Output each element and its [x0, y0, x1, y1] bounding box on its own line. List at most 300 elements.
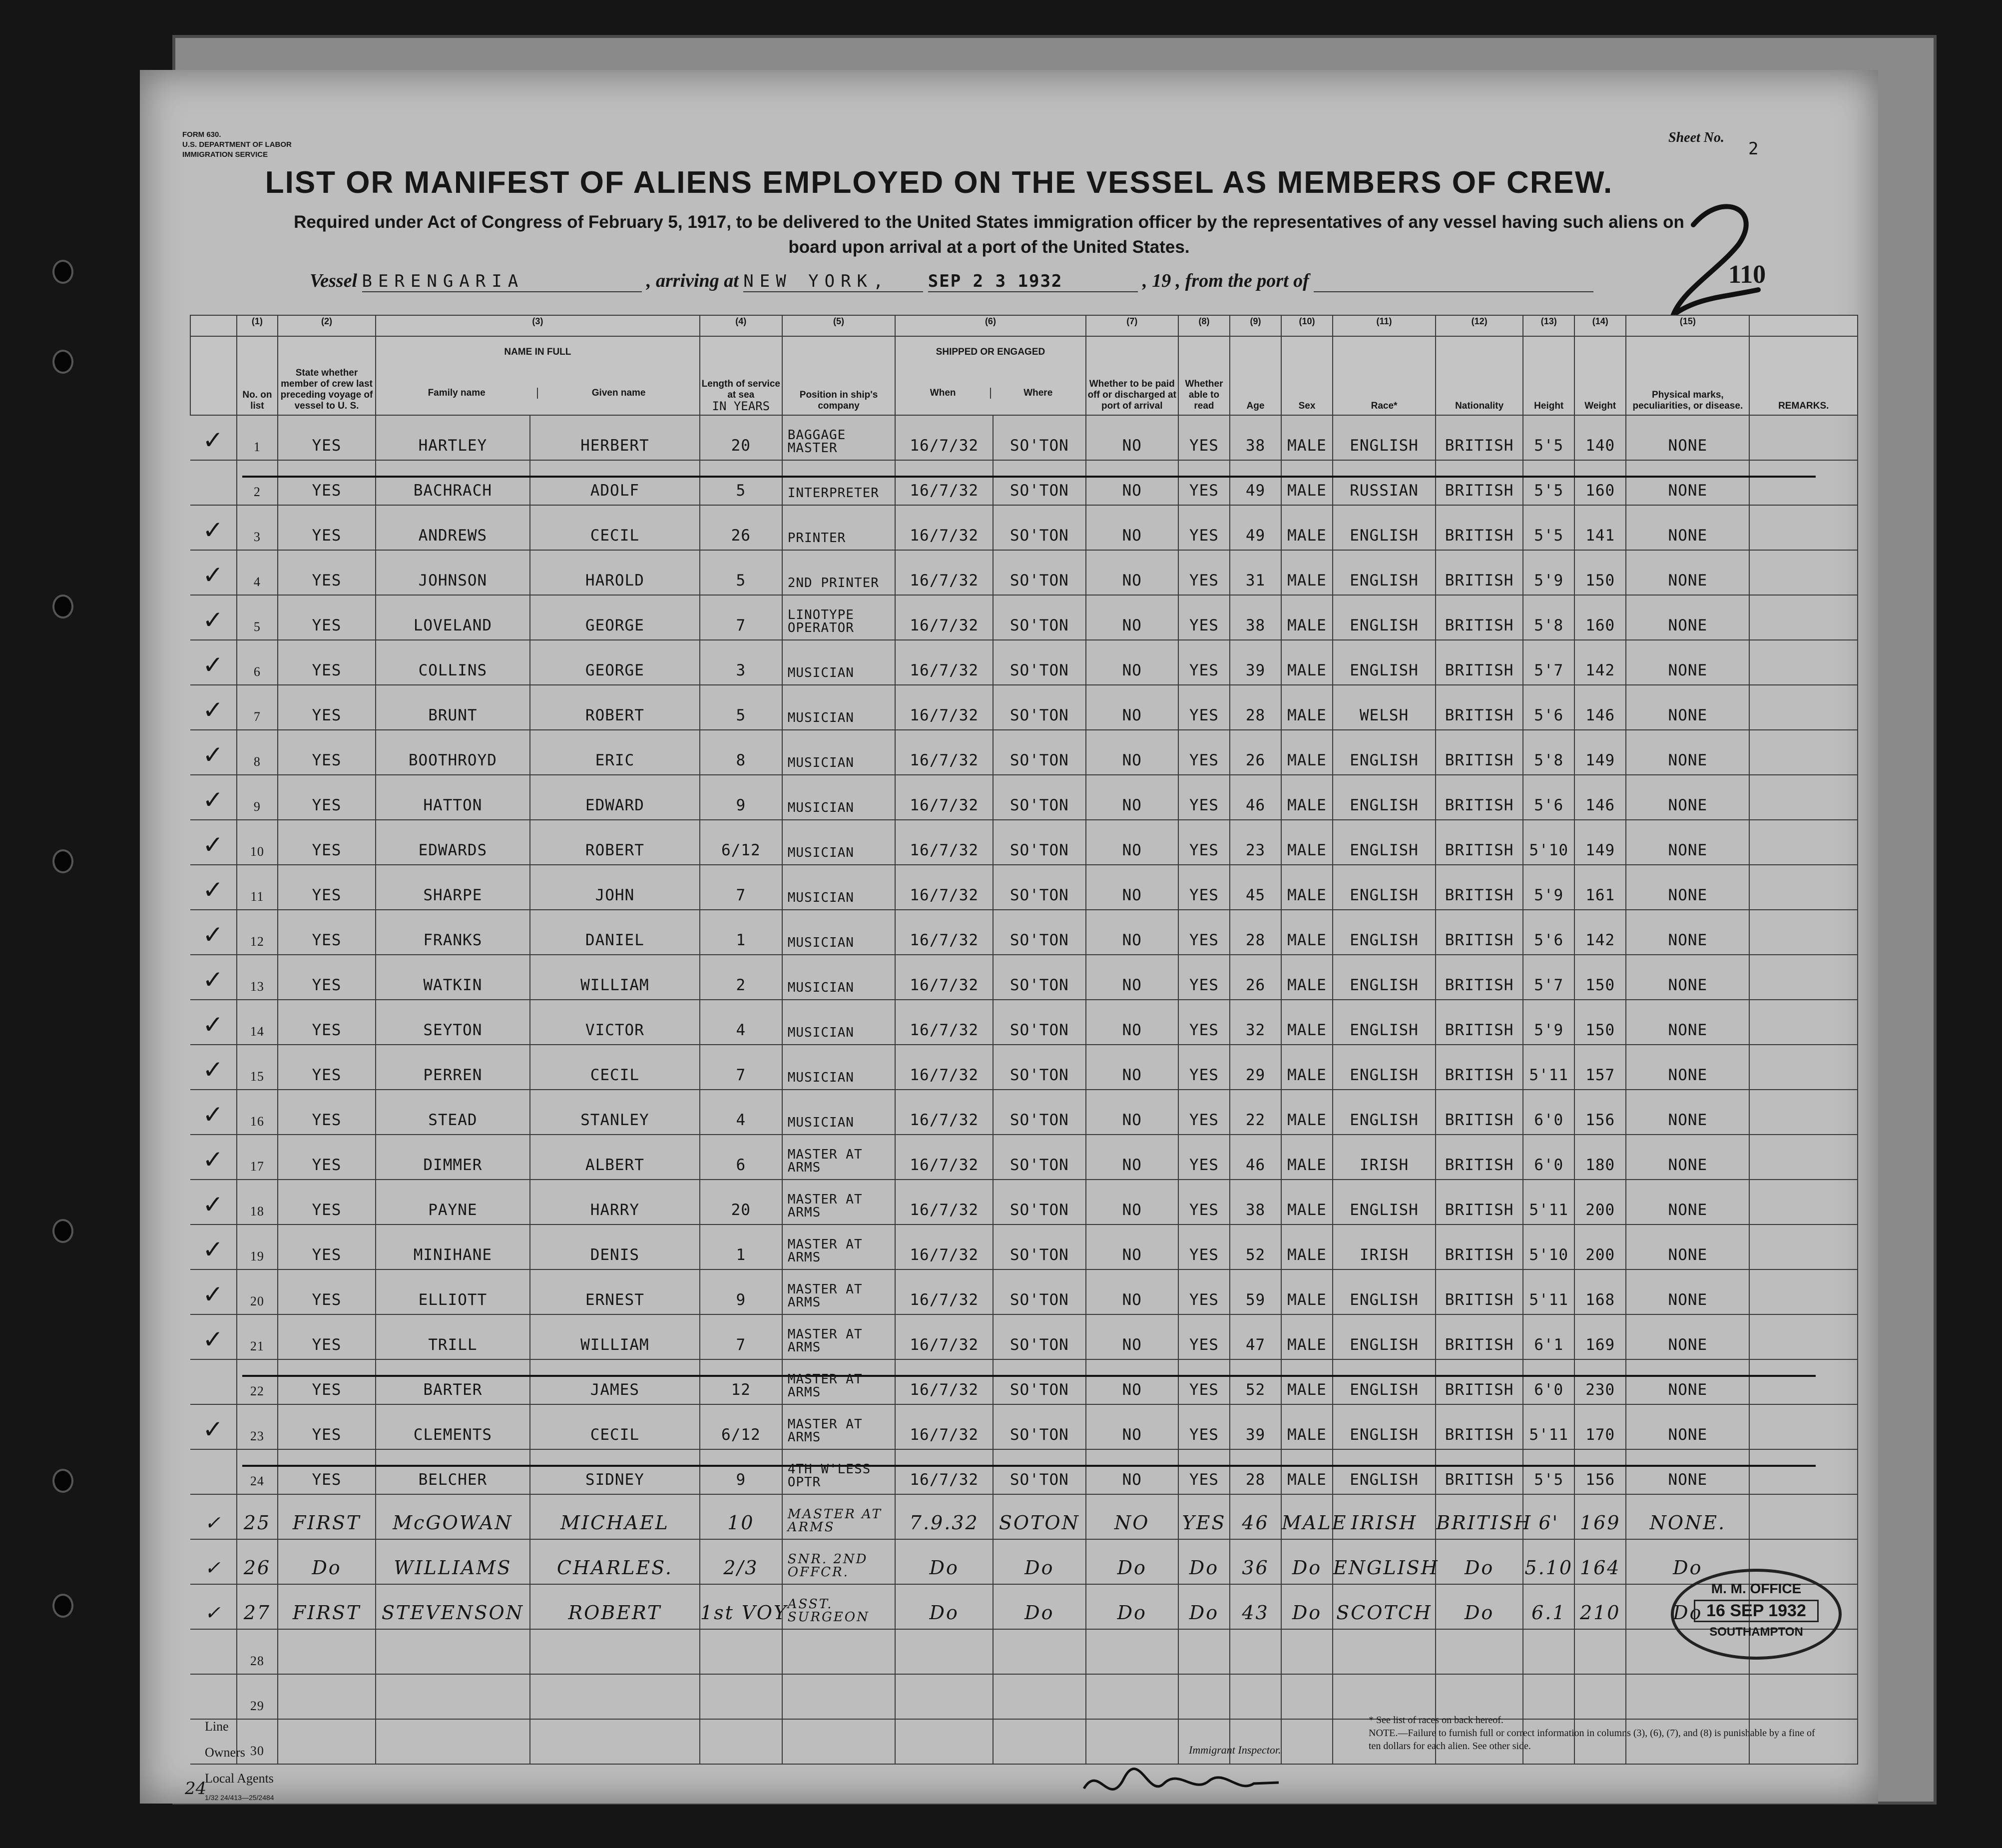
cell-when	[895, 1719, 993, 1764]
cell-nationality: BRITISH	[1436, 595, 1523, 640]
cell-remarks	[1749, 1359, 1858, 1404]
cell-race	[1333, 1629, 1436, 1674]
cell-read: YES	[1178, 1314, 1230, 1359]
cell-remarks	[1749, 1135, 1858, 1180]
row-check-mark: ✓	[190, 865, 237, 910]
table-row	[190, 1494, 1858, 1539]
cell-physical: NONE	[1626, 775, 1749, 820]
cell-member: YES	[278, 910, 376, 955]
cell-given: ERIC	[530, 730, 700, 775]
header-shipped: SHIPPED OR ENGAGED	[936, 347, 1045, 357]
cell-family: FRANKS	[376, 910, 530, 955]
cell-weight: 230	[1574, 1359, 1626, 1404]
row-number: 5	[237, 595, 278, 640]
cell-family	[376, 1719, 530, 1764]
cell-sex: MALE	[1281, 1000, 1333, 1045]
cell-physical: NONE	[1626, 1090, 1749, 1135]
row-number: 15	[237, 1045, 278, 1090]
cell-discharge: NO	[1086, 640, 1178, 685]
cell-weight: 160	[1574, 460, 1626, 505]
row-number: 8	[237, 730, 278, 775]
cell-sex: MALE	[1281, 820, 1333, 865]
cell-age: 38	[1230, 595, 1281, 640]
colnum-11: (11)	[1333, 315, 1436, 336]
row-number: 4	[237, 550, 278, 595]
cell-remarks	[1749, 910, 1858, 955]
cell-weight: 146	[1574, 775, 1626, 820]
cell-age: 52	[1230, 1225, 1281, 1269]
cell-weight: 168	[1574, 1269, 1626, 1314]
cell-age: 43	[1230, 1584, 1281, 1629]
row-number: 17	[237, 1135, 278, 1180]
cell-given: CHARLES.	[530, 1539, 700, 1584]
cell-position: MASTER AT ARMS	[782, 1180, 896, 1225]
cell-family: PERREN	[376, 1045, 530, 1090]
cell-race: ENGLISH	[1333, 415, 1436, 460]
cell-given: DANIEL	[530, 910, 700, 955]
cell-position: MASTER AT ARMS	[782, 1135, 896, 1180]
header-read: Whether able to read	[1178, 336, 1230, 415]
cell-where: SO'TON	[993, 1135, 1085, 1180]
cell-position: BAGGAGE MASTER	[782, 415, 896, 460]
cell-length: 6/12	[700, 820, 782, 865]
cell-read: YES	[1178, 1404, 1230, 1449]
cell-age: 46	[1230, 1135, 1281, 1180]
header-race: Race*	[1333, 336, 1436, 415]
from-port-field	[1314, 271, 1593, 292]
cell-position: 4TH W'LESS OPTR	[782, 1449, 896, 1494]
cell-weight: 142	[1574, 910, 1626, 955]
header-remarks: REMARKS.	[1749, 336, 1858, 415]
cell-discharge: NO	[1086, 685, 1178, 730]
cell-discharge: NO	[1086, 1449, 1178, 1494]
cell-family: PAYNE	[376, 1180, 530, 1225]
cell-height: 5'11	[1523, 1269, 1574, 1314]
cell-member: YES	[278, 820, 376, 865]
cell-length	[700, 1629, 782, 1674]
header-name-group	[376, 336, 700, 415]
cell-discharge: NO	[1086, 1494, 1178, 1539]
cell-race: ENGLISH	[1333, 550, 1436, 595]
cell-when: 16/7/32	[895, 550, 993, 595]
header-no: No. on list	[237, 336, 278, 415]
cell-read: YES	[1178, 1494, 1230, 1539]
cell-race: RUSSIAN	[1333, 460, 1436, 505]
cell-physical	[1626, 1674, 1749, 1719]
cell-age: 29	[1230, 1045, 1281, 1090]
cell-physical: NONE	[1626, 640, 1749, 685]
table-row	[190, 1045, 1858, 1090]
cell-weight	[1574, 1629, 1626, 1674]
colnum-5: (5)	[782, 315, 896, 336]
table-row	[190, 1629, 1858, 1674]
cell-sex: MALE	[1281, 1269, 1333, 1314]
department-name: U.S. DEPARTMENT OF LABOR	[182, 140, 292, 149]
row-check-mark	[190, 1359, 237, 1404]
cell-height: 5'10	[1523, 1225, 1574, 1269]
cell-read: YES	[1178, 1269, 1230, 1314]
cell-discharge: NO	[1086, 910, 1178, 955]
colnum-6: (6)	[895, 315, 1085, 336]
table-row	[190, 1000, 1858, 1045]
cell-family: BACHRACH	[376, 460, 530, 505]
cell-remarks	[1749, 1269, 1858, 1314]
cell-when: 16/7/32	[895, 1359, 993, 1404]
cell-length: 4	[700, 1000, 782, 1045]
cell-where: SO'TON	[993, 910, 1085, 955]
table-row	[190, 1539, 1858, 1584]
cell-family: BELCHER	[376, 1449, 530, 1494]
cell-remarks	[1749, 1225, 1858, 1269]
row-number: 2	[237, 460, 278, 505]
cell-height: 5'6	[1523, 775, 1574, 820]
cell-read: YES	[1178, 820, 1230, 865]
cell-member: YES	[278, 1180, 376, 1225]
cell-discharge: NO	[1086, 1045, 1178, 1090]
cell-position: 2ND PRINTER	[782, 550, 896, 595]
table-row	[190, 505, 1858, 550]
cell-read: YES	[1178, 550, 1230, 595]
table-row	[190, 640, 1858, 685]
cell-sex: MALE	[1281, 1045, 1333, 1090]
cell-length: 1	[700, 910, 782, 955]
corner-page-number: 24	[185, 1779, 207, 1799]
cell-length	[700, 1674, 782, 1719]
cell-given: DENIS	[530, 1225, 700, 1269]
cell-member: YES	[278, 1404, 376, 1449]
cell-member: YES	[278, 1449, 376, 1494]
cell-given: WILLIAM	[530, 955, 700, 1000]
colnum-10: (10)	[1281, 315, 1333, 336]
cell-weight: 161	[1574, 865, 1626, 910]
cell-age: 46	[1230, 1494, 1281, 1539]
colnum-13: (13)	[1523, 315, 1574, 336]
cell-member: YES	[278, 1359, 376, 1404]
cell-weight: 149	[1574, 730, 1626, 775]
cell-nationality: BRITISH	[1436, 1449, 1523, 1494]
cell-nationality: BRITISH	[1436, 640, 1523, 685]
cell-position: MUSICIAN	[782, 685, 896, 730]
cell-height: 5'6	[1523, 910, 1574, 955]
cell-where: SO'TON	[993, 1449, 1085, 1494]
cell-weight: 141	[1574, 505, 1626, 550]
cell-length: 6	[700, 1135, 782, 1180]
cell-remarks	[1749, 820, 1858, 865]
header-length-label: Length of service at sea	[701, 379, 780, 400]
cell-discharge: NO	[1086, 460, 1178, 505]
cell-age	[1230, 1719, 1281, 1764]
cell-remarks	[1749, 1674, 1858, 1719]
cell-nationality: BRITISH	[1436, 1135, 1523, 1180]
cell-where: SO'TON	[993, 1045, 1085, 1090]
row-number: 18	[237, 1180, 278, 1225]
cell-age: 23	[1230, 820, 1281, 865]
cell-height: 5'9	[1523, 865, 1574, 910]
table-row	[190, 1359, 1858, 1404]
cell-read	[1178, 1674, 1230, 1719]
row-number: 7	[237, 685, 278, 730]
cell-weight: 150	[1574, 1000, 1626, 1045]
row-number: 9	[237, 775, 278, 820]
cell-sex: MALE	[1281, 550, 1333, 595]
colnum-15: (15)	[1626, 315, 1749, 336]
row-number: 1	[237, 415, 278, 460]
row-number: 27	[237, 1584, 278, 1629]
cell-when: 16/7/32	[895, 820, 993, 865]
cell-member: YES	[278, 640, 376, 685]
colnum-14: (14)	[1574, 315, 1626, 336]
cell-weight: 160	[1574, 595, 1626, 640]
cell-physical: NONE	[1626, 595, 1749, 640]
cell-when: 16/7/32	[895, 640, 993, 685]
cell-given	[530, 1674, 700, 1719]
cell-nationality: BRITISH	[1436, 775, 1523, 820]
cell-member: YES	[278, 505, 376, 550]
cell-when: 16/7/32	[895, 1180, 993, 1225]
colnum-8: (8)	[1178, 315, 1230, 336]
print-code: 1/32 24/413—25/2484	[205, 1794, 274, 1802]
cell-member: YES	[278, 595, 376, 640]
cell-remarks	[1749, 1404, 1858, 1449]
year-and-port-label: , 19 , from the port of	[1142, 270, 1309, 291]
cell-position: MUSICIAN	[782, 1045, 896, 1090]
cell-sex: Do	[1281, 1539, 1333, 1584]
check-column-head	[190, 315, 237, 336]
cell-where: SO'TON	[993, 775, 1085, 820]
cell-member: YES	[278, 865, 376, 910]
cell-read: YES	[1178, 1225, 1230, 1269]
cell-discharge: Do	[1086, 1539, 1178, 1584]
row-check-mark: ✓	[190, 1225, 237, 1269]
header-shipped-group	[895, 336, 1085, 415]
cell-discharge: NO	[1086, 595, 1178, 640]
cell-age: 38	[1230, 1180, 1281, 1225]
cell-length: 9	[700, 1269, 782, 1314]
cell-physical: NONE	[1626, 910, 1749, 955]
cell-physical: NONE	[1626, 1359, 1749, 1404]
cell-height	[1523, 1629, 1574, 1674]
cell-race: ENGLISH	[1333, 595, 1436, 640]
row-check-mark	[190, 460, 237, 505]
cell-when: 16/7/32	[895, 1000, 993, 1045]
cell-read: YES	[1178, 1090, 1230, 1135]
colnum-2: (2)	[278, 315, 376, 336]
row-number: 22	[237, 1359, 278, 1404]
cell-nationality: BRITISH	[1436, 415, 1523, 460]
table-row	[190, 1584, 1858, 1629]
cell-read	[1178, 1719, 1230, 1764]
header-family-name: Family name	[376, 388, 538, 399]
cell-weight: 170	[1574, 1404, 1626, 1449]
cell-physical: NONE	[1626, 1045, 1749, 1090]
cell-member	[278, 1674, 376, 1719]
cell-discharge: NO	[1086, 1404, 1178, 1449]
cell-weight: 157	[1574, 1045, 1626, 1090]
cell-race: ENGLISH	[1333, 1090, 1436, 1135]
cell-family: HATTON	[376, 775, 530, 820]
row-number: 28	[237, 1629, 278, 1674]
punch-hole-4	[52, 849, 73, 873]
cell-race: ENGLISH	[1333, 1314, 1436, 1359]
cell-nationality: BRITISH	[1436, 730, 1523, 775]
cell-position	[782, 1674, 896, 1719]
table-row	[190, 1404, 1858, 1449]
cell-family: McGOWAN	[376, 1494, 530, 1539]
cell-remarks	[1749, 685, 1858, 730]
cell-remarks	[1749, 1314, 1858, 1359]
cell-discharge: NO	[1086, 955, 1178, 1000]
cell-where: SO'TON	[993, 1180, 1085, 1225]
cell-family: SEYTON	[376, 1000, 530, 1045]
punch-hole-3	[52, 595, 73, 618]
cell-when: 16/7/32	[895, 460, 993, 505]
cell-sex: MALE	[1281, 415, 1333, 460]
cell-family: WILLIAMS	[376, 1539, 530, 1584]
cell-given: STANLEY	[530, 1090, 700, 1135]
cell-height: 6'0	[1523, 1090, 1574, 1135]
cell-sex	[1281, 1674, 1333, 1719]
cell-given: JOHN	[530, 865, 700, 910]
cell-position: ASST. SURGEON	[782, 1584, 896, 1629]
cell-weight: 210	[1574, 1584, 1626, 1629]
row-number: 6	[237, 640, 278, 685]
cell-length: 20	[700, 1180, 782, 1225]
cell-given: ERNEST	[530, 1269, 700, 1314]
cell-height: 5'8	[1523, 595, 1574, 640]
page-total-number: 110	[1728, 260, 1766, 289]
cell-position: MUSICIAN	[782, 1000, 896, 1045]
cell-family: STEVENSON	[376, 1584, 530, 1629]
cell-sex: MALE	[1281, 1494, 1333, 1539]
cell-given: ALBERT	[530, 1135, 700, 1180]
colnum-12: (12)	[1436, 315, 1523, 336]
header-position: Position in ship's company	[782, 336, 896, 415]
cell-nationality: BRITISH	[1436, 1494, 1523, 1539]
cell-remarks	[1749, 1494, 1858, 1539]
cell-read: YES	[1178, 910, 1230, 955]
cell-discharge: Do	[1086, 1584, 1178, 1629]
header-height: Height	[1523, 336, 1574, 415]
cell-member: YES	[278, 1225, 376, 1269]
cell-physical: NONE	[1626, 460, 1749, 505]
cell-read: YES	[1178, 1045, 1230, 1090]
cell-remarks	[1749, 640, 1858, 685]
cell-where: SO'TON	[993, 1359, 1085, 1404]
cell-length: 7	[700, 865, 782, 910]
cell-when: 16/7/32	[895, 910, 993, 955]
cell-when: 16/7/32	[895, 1090, 993, 1135]
cell-race: ENGLISH	[1333, 1045, 1436, 1090]
cell-family: CLEMENTS	[376, 1404, 530, 1449]
vessel-name: BERENGARIA	[362, 271, 642, 292]
cell-given	[530, 1629, 700, 1674]
header-physical: Physical marks, peculiarities, or disease.	[1626, 336, 1749, 415]
cell-length: 10	[700, 1494, 782, 1539]
cell-given: GEORGE	[530, 640, 700, 685]
cell-when: 16/7/32	[895, 730, 993, 775]
cell-where: SOTON	[993, 1494, 1085, 1539]
cell-read: YES	[1178, 460, 1230, 505]
cell-discharge: NO	[1086, 1090, 1178, 1135]
cell-sex: MALE	[1281, 460, 1333, 505]
cell-given: HARRY	[530, 1180, 700, 1225]
cell-sex: MALE	[1281, 1180, 1333, 1225]
cell-position: MUSICIAN	[782, 640, 896, 685]
cell-weight: 142	[1574, 640, 1626, 685]
cell-when: 16/7/32	[895, 1404, 993, 1449]
cell-length: 2	[700, 955, 782, 1000]
cell-height: 5'11	[1523, 1180, 1574, 1225]
colnum-3: (3)	[376, 315, 700, 336]
cell-length: 5	[700, 550, 782, 595]
cell-where: SO'TON	[993, 595, 1085, 640]
cell-read: YES	[1178, 775, 1230, 820]
cell-sex: MALE	[1281, 1359, 1333, 1404]
cell-family: COLLINS	[376, 640, 530, 685]
cell-physical: Do	[1626, 1539, 1749, 1584]
cell-age: 39	[1230, 1404, 1281, 1449]
cell-remarks	[1749, 550, 1858, 595]
cell-family	[376, 1674, 530, 1719]
cell-weight: 156	[1574, 1090, 1626, 1135]
cell-race: ENGLISH	[1333, 505, 1436, 550]
cell-height: 5'11	[1523, 1404, 1574, 1449]
service-name: IMMIGRATION SERVICE	[182, 150, 268, 159]
cell-given: CECIL	[530, 1404, 700, 1449]
cell-sex: Do	[1281, 1584, 1333, 1629]
cell-member: YES	[278, 775, 376, 820]
form-identifier	[182, 130, 292, 160]
cell-race	[1333, 1674, 1436, 1719]
cell-when: 16/7/32	[895, 955, 993, 1000]
cell-when: 16/7/32	[895, 1314, 993, 1359]
colnum-7: (7)	[1086, 315, 1178, 336]
row-number: 3	[237, 505, 278, 550]
table-row	[190, 460, 1858, 505]
cell-remarks	[1749, 955, 1858, 1000]
cell-where: SO'TON	[993, 640, 1085, 685]
cell-length: 6/12	[700, 1404, 782, 1449]
cell-age: 49	[1230, 505, 1281, 550]
cell-nationality: BRITISH	[1436, 1225, 1523, 1269]
cell-when: 16/7/32	[895, 415, 993, 460]
cell-weight: 180	[1574, 1135, 1626, 1180]
cell-discharge: NO	[1086, 1180, 1178, 1225]
cell-given: MICHAEL	[530, 1494, 700, 1539]
cell-where: SO'TON	[993, 1090, 1085, 1135]
cell-given: CECIL	[530, 1045, 700, 1090]
row-check-mark: ✓	[190, 640, 237, 685]
cell-race: ENGLISH	[1333, 1539, 1436, 1584]
cell-member: YES	[278, 415, 376, 460]
cell-race: IRISH	[1333, 1135, 1436, 1180]
cell-weight: 200	[1574, 1225, 1626, 1269]
cell-length: 2/3	[700, 1539, 782, 1584]
cell-member: YES	[278, 1135, 376, 1180]
cell-age	[1230, 1629, 1281, 1674]
cell-member: Do	[278, 1539, 376, 1584]
cell-height: 5'7	[1523, 955, 1574, 1000]
row-number: 21	[237, 1314, 278, 1359]
row-check-mark: ✓	[190, 1584, 237, 1629]
form-number: FORM 630.	[182, 130, 221, 139]
cell-given: VICTOR	[530, 1000, 700, 1045]
cell-discharge: NO	[1086, 1135, 1178, 1180]
row-check-mark: ✓	[190, 1404, 237, 1449]
check-header	[190, 336, 237, 415]
stamp-location: SOUTHAMPTON	[1709, 1625, 1803, 1639]
table-row	[190, 1449, 1858, 1494]
